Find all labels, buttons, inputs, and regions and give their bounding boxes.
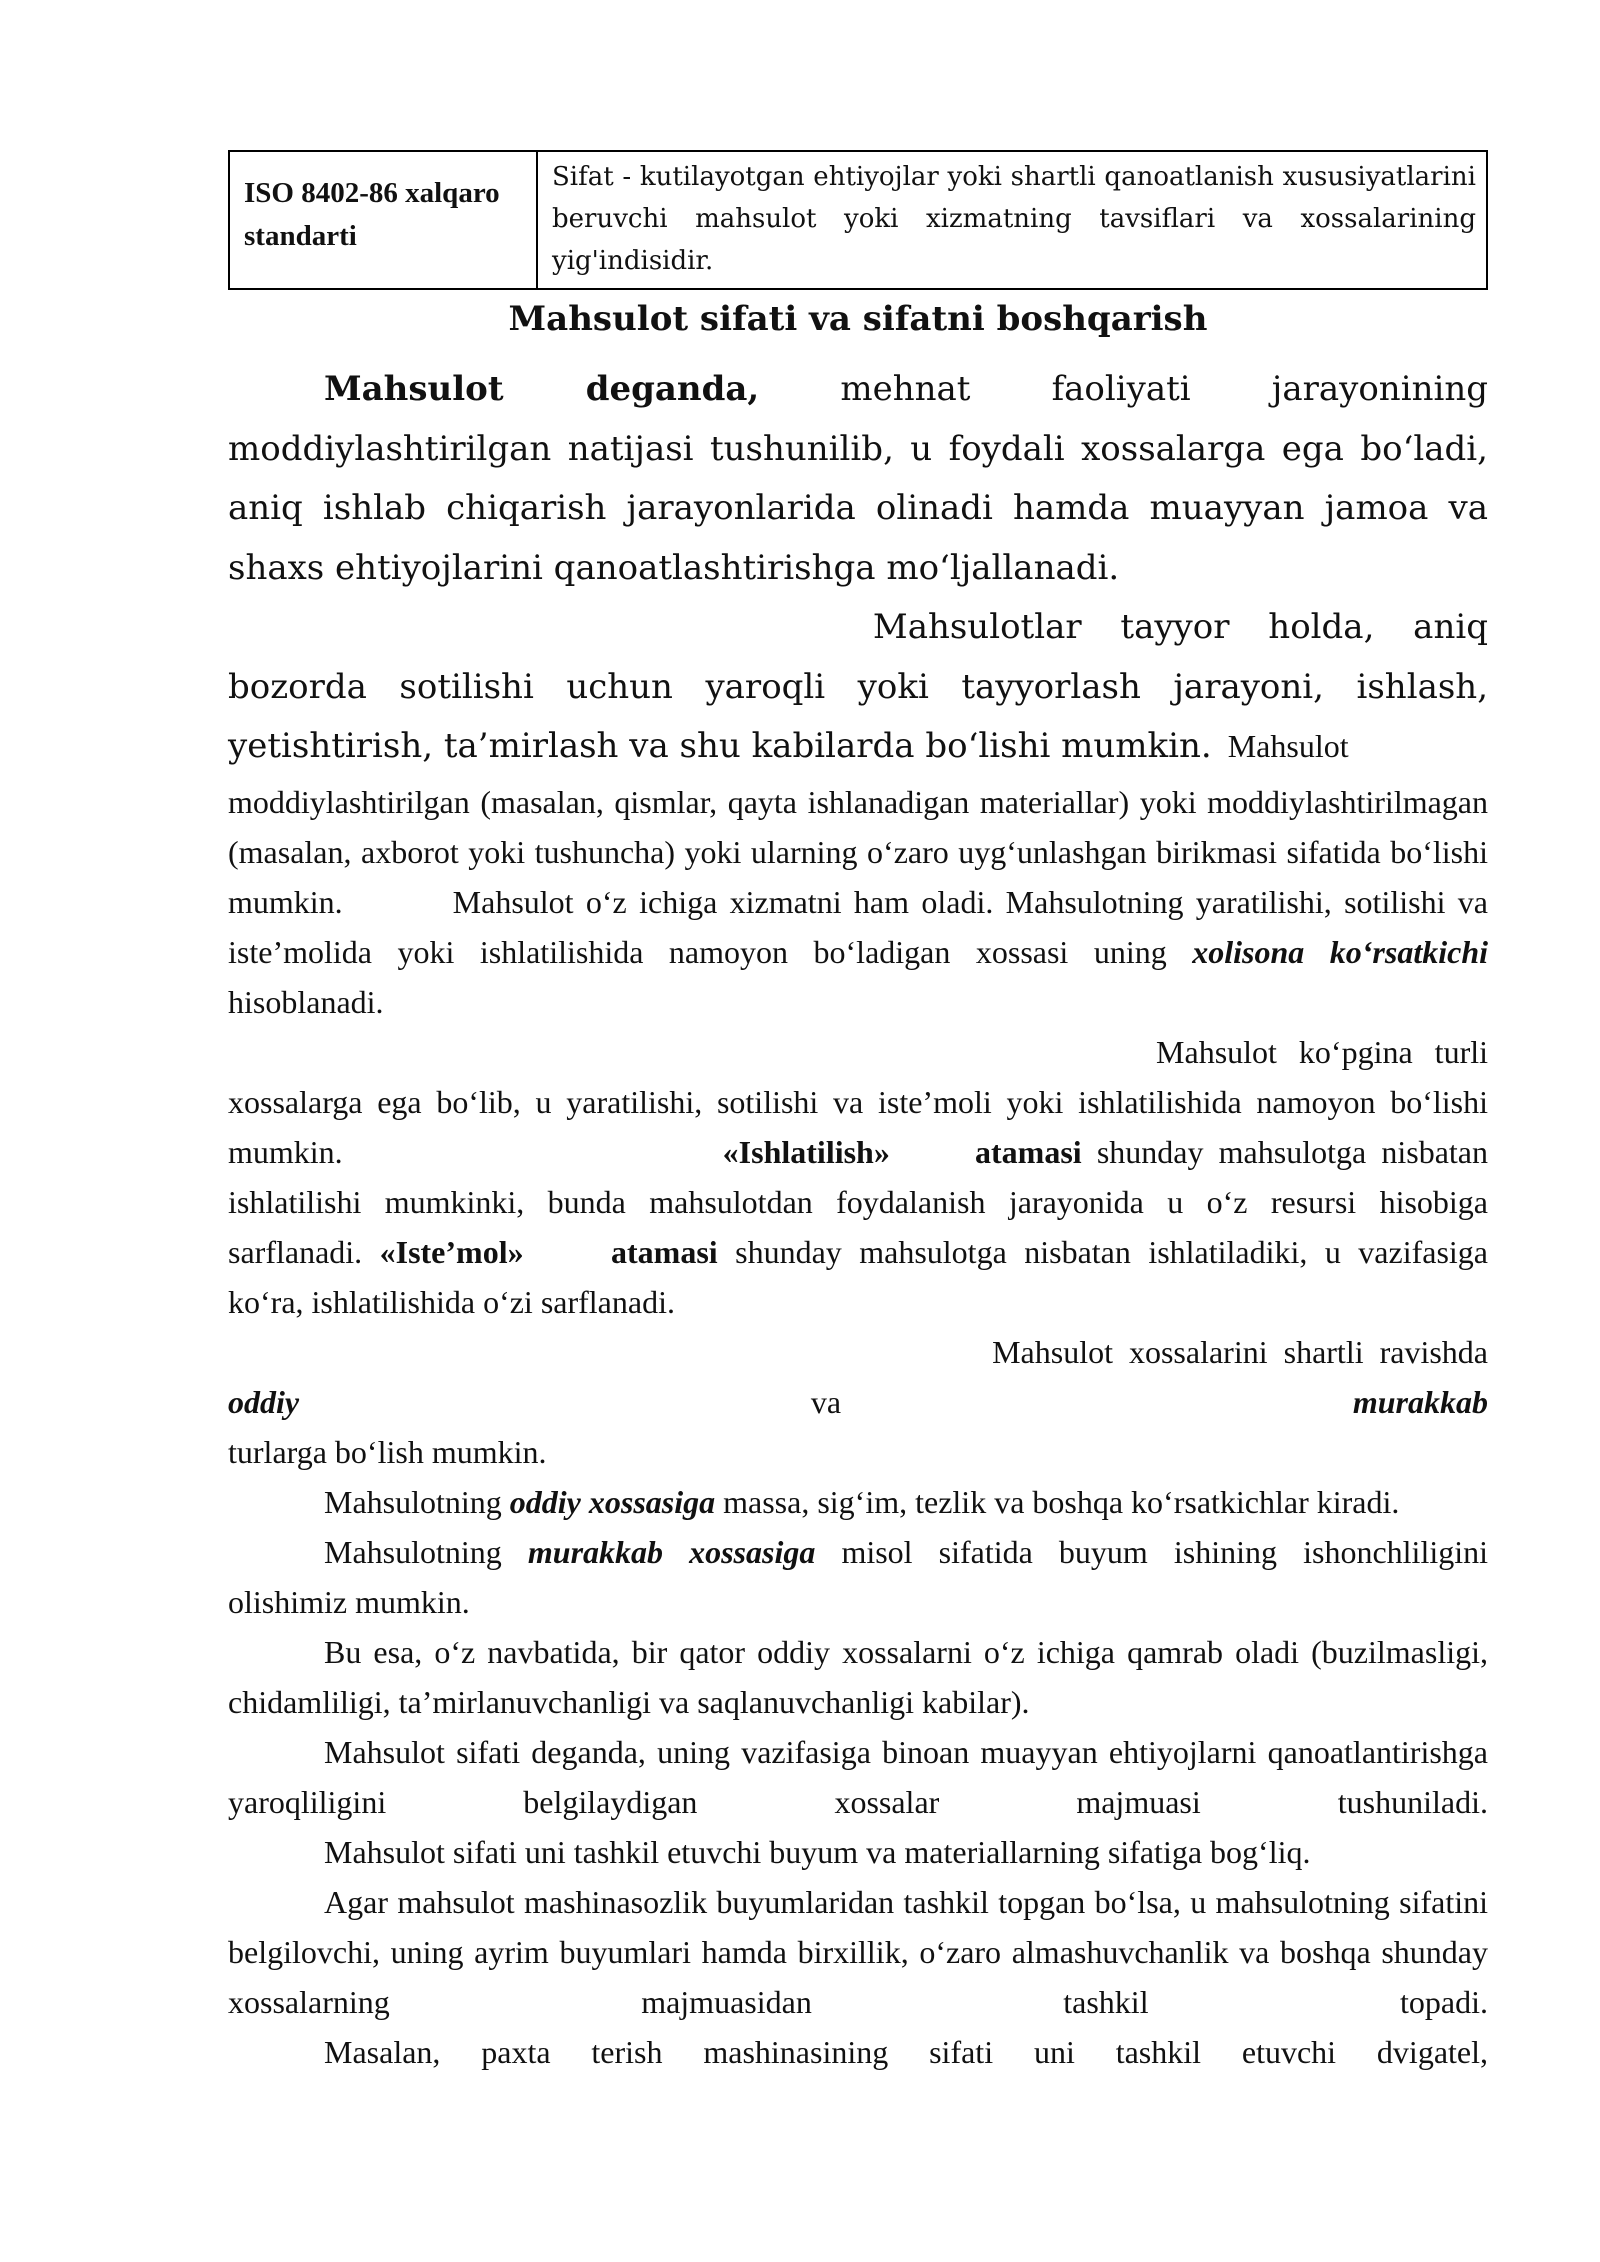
paragraph-properties bbox=[228, 1027, 1488, 1327]
paragraph-machine-products: Agar mahsulot mashinasozlik buyumlaridan tashkil topgan bo‘lsa, u mahsulotning sifatini belgilovchi, uning ayrim buyumlari hamda birxillik, o‘zaro almashuvchanlik va boshqa shunday xossalarning majmuasidan tashkil topadi. bbox=[228, 1883, 1488, 2020]
emphasis-term: oddiy xossasiga bbox=[509, 1483, 716, 1520]
paragraph-text bbox=[228, 1077, 1488, 1327]
paragraph-body-2: Mahsulot o‘z ichiga xizmatni ham oladi. Mahsulotning yaratilishi, sotilishi va iste’molida yoki ishlatilishida namoyon bo‘ladigan xossasi uning bbox=[228, 883, 1488, 970]
section-title: Mahsulot sifati va sifatni boshqarish bbox=[508, 299, 1208, 339]
paragraph-end-line: turlarga bo‘lish mumkin. bbox=[228, 1433, 547, 1470]
paragraph-body: bozorda sotilishi uchun yaroqli yoki tayyorlash jarayoni, ishlash, yetishtirish, ta’mirlash va shu kabilarda bo‘lishi mumkin. bbox=[228, 666, 1488, 766]
emphasis-term: xolisona ko‘rsatkichi bbox=[1192, 933, 1489, 970]
bold-term-ishlatilish: «Ishlatilish» atamasi bbox=[722, 1133, 1082, 1170]
emphasis-oddiy: oddiy bbox=[228, 1383, 300, 1420]
paragraph-body: xossalarga ega bo‘lib, u yaratilishi, sotilishi va iste’moli yoki ishlatilishida namoyon bo‘lishi mumkin. bbox=[228, 1083, 1488, 1170]
paragraph-text bbox=[228, 658, 1488, 777]
emphasis-term: murakkab xossasiga bbox=[527, 1533, 816, 1570]
paragraph-tail-word bbox=[1212, 728, 1349, 764]
paragraph-body: moddiylashtirilgan (masalan, qismlar, qayta ishlanadigan materiallar) yoki moddiylashtirilmagan (masalan, axborot yoki tushuncha) yoki ularning o‘zaro uyg‘unlashgan birikmasi sifatida bo‘lishi mumkin. bbox=[228, 783, 1488, 920]
bold-term: Mahsulot deganda, bbox=[324, 369, 760, 409]
paragraph-body-3: shunday mahsulotga nisbatan ishlatiladiki, u vazifasiga ko‘ra, ishlatilishida o‘zi sarflanadi. bbox=[228, 1233, 1489, 1320]
paragraph-body: Mahsulotning bbox=[324, 1483, 510, 1520]
paragraph-product-definition bbox=[228, 360, 1488, 598]
conjunction: va bbox=[810, 1383, 842, 1420]
emphasis-murakkab: murakkab bbox=[1352, 1383, 1488, 1420]
paragraph-first-line: Mahsulotlar tayyor holda, aniq bbox=[872, 607, 1488, 647]
tail-word: Mahsulot bbox=[1227, 728, 1349, 764]
paragraph-body: Mahsulotning bbox=[324, 1533, 528, 1570]
paragraph-body-2: shunday mahsulotga nisbatan ishlatilishi mumkinki, bunda mahsulotdan foydalanish jarayonida u o‘z resursi hisobiga sarflanadi. bbox=[228, 1133, 1489, 1270]
paragraph-material-forms bbox=[228, 777, 1488, 1027]
paragraph-first-line: Mahsulot ko‘pgina turli bbox=[1156, 1033, 1488, 1070]
paragraph-cotton-example: Masalan, paxta terish mashinasining sifati uni tashkil etuvchi dvigatel, bbox=[324, 2033, 1488, 2070]
paragraph-text: mehnat faoliyati jarayonining moddiylashtirilgan natijasi tushunilib, u foydali xossalarga ega bo‘ladi, aniq ishlab chiqarish jarayonlarida olinadi hamda muayyan jamoa va shaxs ehtiyojlarini qanoatlashtirishga mo‘ljallanadi. bbox=[228, 369, 1488, 588]
definition-cell: Sifat - kutilayotgan ehtiyojlar yoki shartli qanoatlanish xususiyatlarini beruvchi mahsulot yoki xizmatning tavsiflari va xossalarining yig'indisidir. bbox=[537, 151, 1487, 289]
paragraph-quality-dependency: Mahsulot sifati uni tashkil etuvchi buyum va materiallarning sifatiga bog‘liq. bbox=[324, 1833, 1311, 1870]
paragraph-complex-property bbox=[228, 1527, 1488, 1627]
paragraph-first-line: Mahsulot xossalarini shartli ravishda bbox=[992, 1333, 1488, 1370]
paragraph-body-3: hisoblanadi. bbox=[228, 983, 384, 1020]
paragraph-simple-property bbox=[228, 1477, 1488, 1527]
bold-term-istemol: «Iste’mol» atamasi bbox=[379, 1233, 718, 1270]
paragraph-quality-definition: Mahsulot sifati deganda, uning vazifasiga binoan muayyan ehtiyojlarni qanoatlantirishga yaroqliligini belgilaydigan xossalar majmuasi tushuniladi. bbox=[228, 1733, 1488, 1820]
paragraph-property-types bbox=[228, 1327, 1488, 1477]
paragraph-body-2: massa, sig‘im, tezlik va boshqa ko‘rsatkichlar kiradi. bbox=[715, 1483, 1400, 1520]
paragraph-body-2: misol sifatida buyum ishining ishonchliligini olishimiz mumkin. bbox=[228, 1533, 1489, 1620]
term-cell: ISO 8402-86 xalqaro standarti bbox=[229, 151, 537, 289]
paragraph-products-ready bbox=[228, 598, 1488, 777]
definition-row bbox=[229, 151, 1487, 289]
document-page bbox=[228, 150, 1488, 2077]
property-types-line bbox=[228, 1377, 1488, 1427]
definition-table bbox=[228, 150, 1488, 290]
paragraph-simple-properties-list: Bu esa, o‘z navbatida, bir qator oddiy xossalarni o‘z ichiga qamrab oladi (buzilmasligi, chidamliligi, ta’mirlanuvchanligi va saqlanuvchanligi kabilar). bbox=[228, 1633, 1488, 1720]
